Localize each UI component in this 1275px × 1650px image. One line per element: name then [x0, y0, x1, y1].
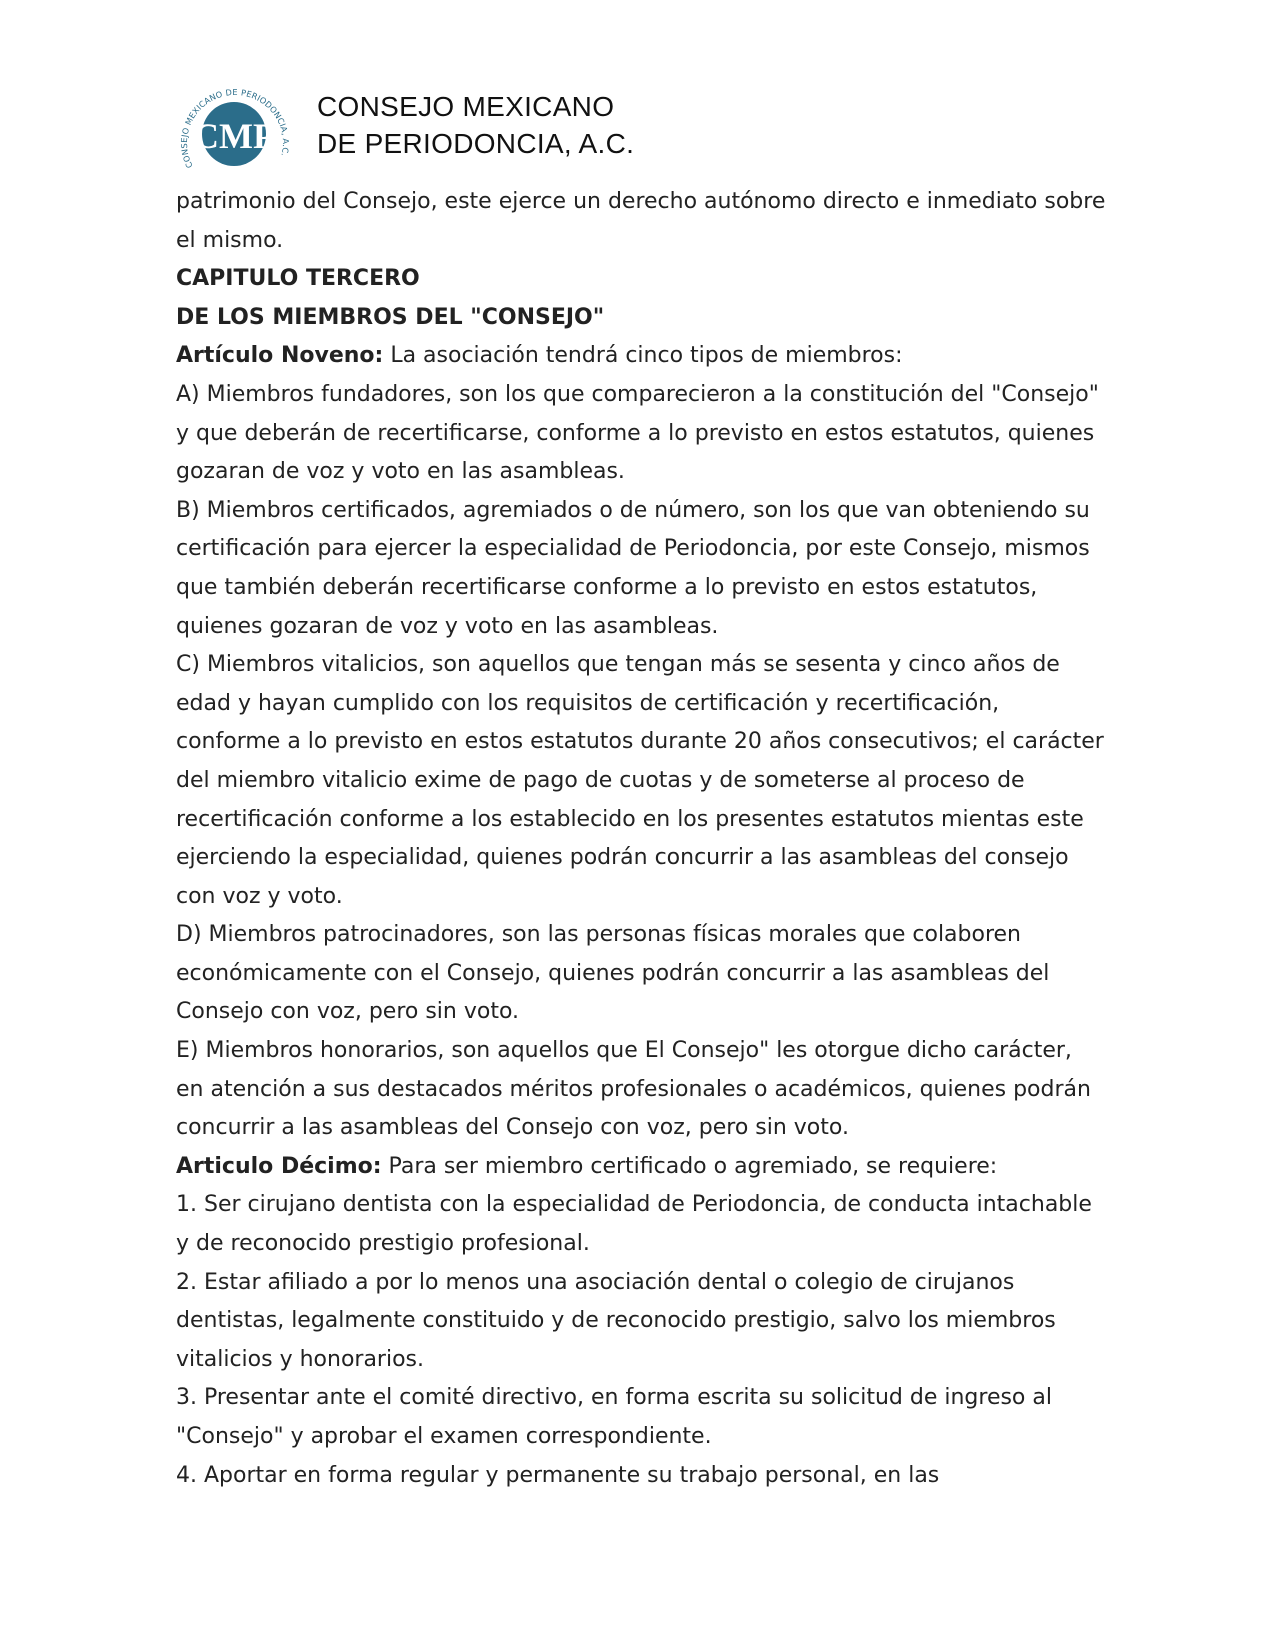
- member-type-d: D) Miembros patrocinadores, son las personas físicas morales que colaboren económicamente con el Consejo, quienes podrán concurrir a las asambleas del Consejo con voz, pero sin voto.: [176, 922, 1050, 1025]
- requirement-1: 1. Ser cirujano dentista con la especialidad de Periodoncia, de conducta intachable y de reconocido prestigio profesional.: [176, 1192, 1092, 1257]
- chapter-title: CAPITULO TERCERO: [176, 266, 420, 292]
- logo-ring-text: CONSEJO MEXICANO DE PERIODONCIA, A.C.: [178, 87, 292, 170]
- requirement-3: 3. Presentar ante el comité directivo, en forma escrita su solicitud de ingreso al "Consejo" y aprobar el examen correspondiente.: [176, 1385, 1052, 1449]
- chapter-subtitle: DE LOS MIEMBROS DEL "CONSEJO": [176, 304, 605, 330]
- document-body: [176, 183, 1106, 1495]
- article-ninth: [176, 337, 1106, 376]
- org-name: [317, 88, 634, 162]
- org-name-line2: DE PERIODONCIA, A.C.: [317, 128, 635, 159]
- page-header: [172, 80, 692, 180]
- article-ninth-text: La asociación tendrá cinco tipos de miembros:: [383, 343, 903, 369]
- article-tenth-label: Articulo Décimo:: [176, 1153, 382, 1179]
- requirement-2: 2. Estar afiliado a por lo menos una asociación dental o colegio de cirujanos dentistas, legalmente constituido y de reconocido prestigio, salvo los miembros vitalicios y honorarios.: [176, 1269, 1056, 1372]
- article-ninth-label: Artículo Noveno:: [176, 343, 384, 369]
- org-name-line1: CONSEJO MEXICANO: [317, 91, 615, 122]
- logo-monogram: CMP: [193, 116, 275, 156]
- article-tenth: [176, 1148, 1106, 1187]
- requirement-4: 4. Aportar en forma regular y permanente su trabajo personal, en las: [176, 1462, 940, 1488]
- member-type-b: B) Miembros certificados, agremiados o de número, son los que van obteniendo su certificación para ejercer la especialidad de Periodoncia, por este Consejo, mismos que también deberán recertificarse conforme a lo previsto en estos estatutos, quienes gozaran de voz y voto en las asambleas.: [176, 497, 1090, 639]
- member-type-a: A) Miembros fundadores, son los que comparecieron a la constitución del "Consejo" y que deberán de recertificarse, conforme a lo previsto en estos estatutos, quienes gozaran de voz y voto en las asambleas.: [176, 381, 1099, 485]
- member-type-c: C) Miembros vitalicios, son aquellos que tengan más se sesenta y cinco años de edad y hayan cumplido con los requisitos de certificación y recertificación, conforme a lo previsto en estos estatutos durante 20 años consecutivos; el carácter del miembro vitalicio exime de pago de cuotas y de someterse al proceso de recertificación conforme a los establecido en los presentes estatutos mientas este ejerciendo la especialidad, quienes podrán concurrir a las asambleas del consejo con voz y voto.: [176, 652, 1104, 909]
- cmp-logo: [172, 80, 296, 184]
- article-tenth-text: Para ser miembro certificado o agremiado, se requiere:: [381, 1153, 998, 1179]
- member-type-e: E) Miembros honorarios, son aquellos que El Consejo" les otorgue dicho carácter, en atención a sus destacados méritos profesionales o académicos, quienes podrán concurrir a las asambleas del Consejo con voz, pero sin voto.: [176, 1038, 1091, 1141]
- paragraph-continuation: patrimonio del Consejo, este ejerce un derecho autónomo directo e inmediato sobre el mismo.: [176, 189, 1106, 253]
